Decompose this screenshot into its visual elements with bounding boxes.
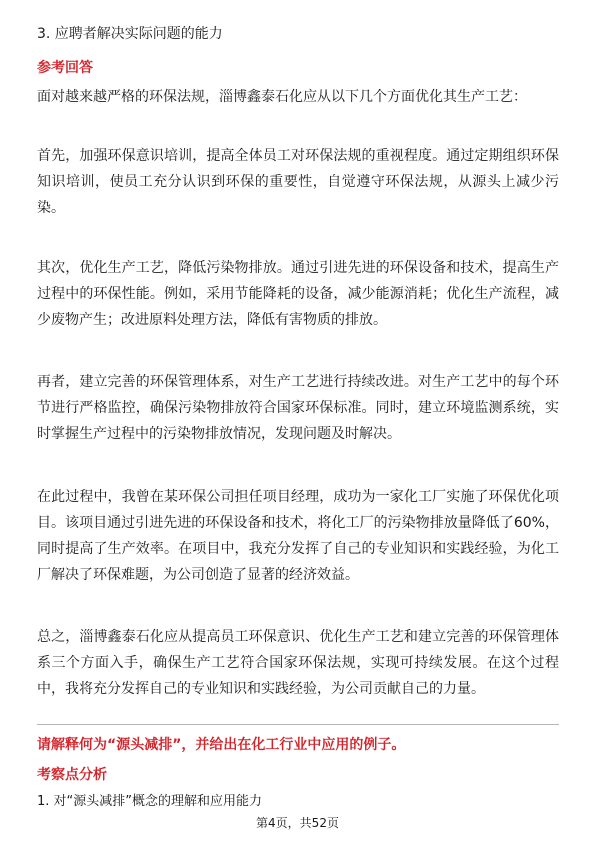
page-indicator: 第4页，共52页 — [256, 816, 339, 830]
answer-paragraph-first: 首先，加强环保意识培训，提高全体员工对环保法规的重视程度。通过定期组织环保知识培训，使员工充分认识到环保的重要性，自觉遵守环保法规，从源头上减少污染。 — [37, 148, 559, 216]
answer-paragraph-experience: 在此过程中，我曾在某环保公司担任项目经理，成功为一家化工厂实施了环保优化项目。该项目通过引进先进的环保设备和技术，将化工厂的污染物排放量降低了60%，同时提高了生产效率。在项目中，我充分发挥了自己的专业知识和实践经验，为化工厂解决了环保难题，为公司创造了显著的经济效益。 — [37, 489, 559, 583]
analysis-label: 考察点分析 — [37, 767, 107, 783]
answer-paragraph-third: 再者，建立完善的环保管理体系，对生产工艺进行持续改进。对生产工艺中的每个环节进行严格监控，确保污染物排放符合国家环保标准。同时，建立环境监测系统，实时掌握生产过程中的污染物排放情况，发现问题及时解决。 — [37, 374, 559, 442]
section-divider — [37, 724, 559, 725]
reference-answer-label: 参考回答 — [37, 60, 93, 76]
answer-paragraph-intro: 面对越来越严格的环保法规，淄博鑫泰石化应从以下几个方面优化其生产工艺： — [37, 89, 527, 105]
question-title: 3. 应聘者解决实际问题的能力 — [37, 26, 223, 42]
answer-paragraph-summary: 总之，淄博鑫泰石化应从提高员工环保意识、优化生产工艺和建立完善的环保管理体系三个方面入手，确保生产工艺符合国家环保法规，实现可持续发展。在这个过程中，我将充分发挥自己的专业知识和实践经验，为公司贡献自己的力量。 — [37, 629, 559, 697]
analysis-point-1: 1. 对“源头减排”概念的理解和应用能力 — [37, 794, 263, 809]
answer-paragraph-second: 其次，优化生产工艺，降低污染物排放。通过引进先进的环保设备和技术，提高生产过程中的环保性能。例如，采用节能降耗的设备，减少能源消耗；优化生产流程，减少废物产生；改进原料处理方法，降低有害物质的排放。 — [37, 260, 559, 328]
next-question-title: 请解释何为“源头减排”，并给出在化工行业中应用的例子。 — [37, 737, 406, 753]
